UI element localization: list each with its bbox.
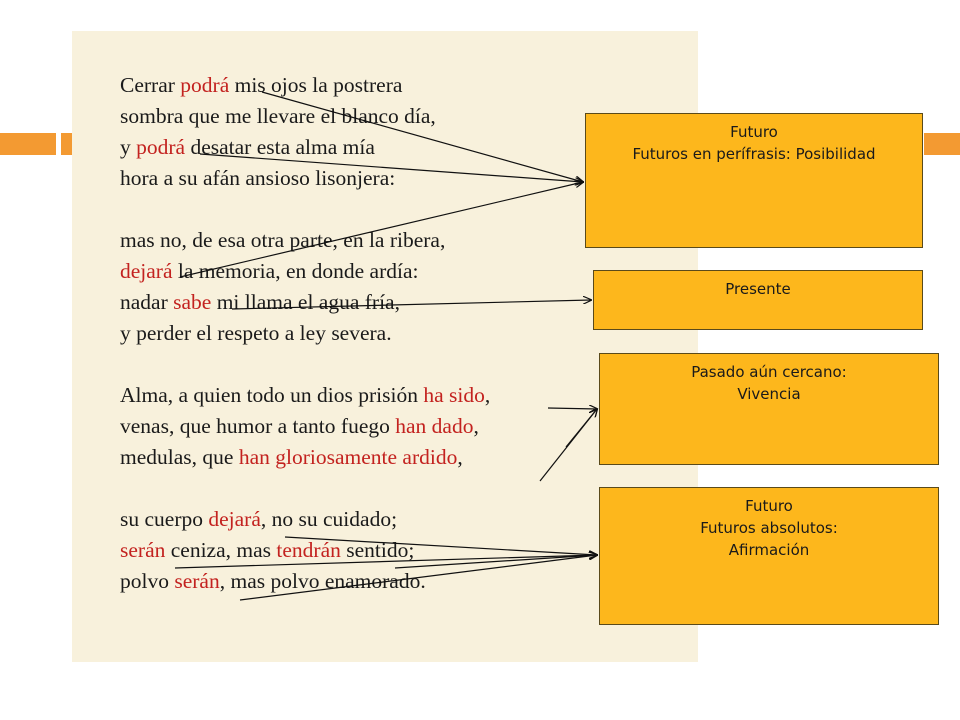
- arrow-dejara-2: [285, 537, 597, 555]
- label-future-absolute-detail: Afirmación: [728, 541, 810, 559]
- arrow-seran-1: [175, 555, 597, 568]
- label-recent-past-title: Pasado aún cercano:: [691, 363, 847, 381]
- highlighted-verb: podrá: [136, 135, 186, 159]
- poem-text-segment: la memoria, en donde ardía:: [172, 259, 419, 283]
- poem-text-segment: y: [120, 135, 137, 159]
- arrow-seran-2: [240, 555, 597, 600]
- poem-text-segment: polvo: [120, 569, 175, 593]
- poem-text-segment: nadar: [120, 290, 174, 314]
- poem-text-segment: desatar esta alma mía: [185, 135, 375, 159]
- highlighted-verb: serán: [174, 569, 220, 593]
- poem-text-segment: , mas polvo enamorado.: [219, 569, 426, 593]
- label-future-absolute-title: Futuro: [745, 497, 793, 515]
- arrow-podra-1: [262, 92, 583, 182]
- poem-text-segment: mi llama el agua fría,: [211, 290, 400, 314]
- poem-text-segment: hora a su afán ansioso lisonjera:: [120, 166, 396, 190]
- highlighted-verb: han dado: [395, 414, 474, 438]
- label-future-subtitle: Futuros en perífrasis: Posibilidad: [632, 145, 876, 163]
- poem-text-segment: medulas, que: [120, 445, 239, 469]
- label-recent-past-subtitle: Vivencia: [737, 385, 801, 403]
- arrow-ha-sido: [548, 408, 597, 409]
- poem-text-segment: sombra que me llevare el blanco día,: [120, 104, 436, 128]
- highlighted-verb: sabe: [173, 290, 212, 314]
- arrow-dejara-1: [180, 182, 583, 277]
- poem-text-segment: ,: [484, 383, 491, 407]
- arrow-han-ardido: [540, 409, 597, 481]
- poem-text-segment: sentido;: [340, 538, 415, 562]
- poem-text-segment: Alma, a quien todo un dios prisión: [120, 383, 424, 407]
- poem-text-segment: mis ojos la postrera: [229, 73, 403, 97]
- poem-text-segment: su cuerpo: [120, 507, 209, 531]
- highlighted-verb: dejará: [120, 259, 173, 283]
- arrow-sabe: [232, 300, 591, 309]
- poem-text-segment: ceniza, mas: [165, 538, 277, 562]
- highlighted-verb: serán: [120, 538, 166, 562]
- label-future-title: Futuro: [730, 123, 778, 141]
- label-present-title: Presente: [725, 280, 791, 298]
- highlighted-verb: han gloriosamente ardido: [238, 445, 458, 469]
- arrow-podra-2: [200, 154, 583, 182]
- poem-text-segment: , no su cuidado;: [260, 507, 398, 531]
- poem-text-segment: venas, que humor a tanto fuego: [120, 414, 396, 438]
- highlighted-verb: ha sido: [423, 383, 485, 407]
- highlighted-verb: dejará: [208, 507, 261, 531]
- highlighted-verb: tendrán: [276, 538, 341, 562]
- poem-text-segment: ,: [473, 414, 479, 438]
- poem-text-segment: y perder el respeto a ley severa.: [120, 321, 392, 345]
- poem-text-segment: mas no, de esa otra parte, en la ribera,: [120, 228, 446, 252]
- poem-text-segment: ,: [457, 445, 463, 469]
- arrow-tendran: [395, 555, 597, 568]
- poem-text-segment: Cerrar: [120, 73, 181, 97]
- highlighted-verb: podrá: [180, 73, 230, 97]
- label-future-absolute-subtitle: Futuros absolutos:: [700, 519, 838, 537]
